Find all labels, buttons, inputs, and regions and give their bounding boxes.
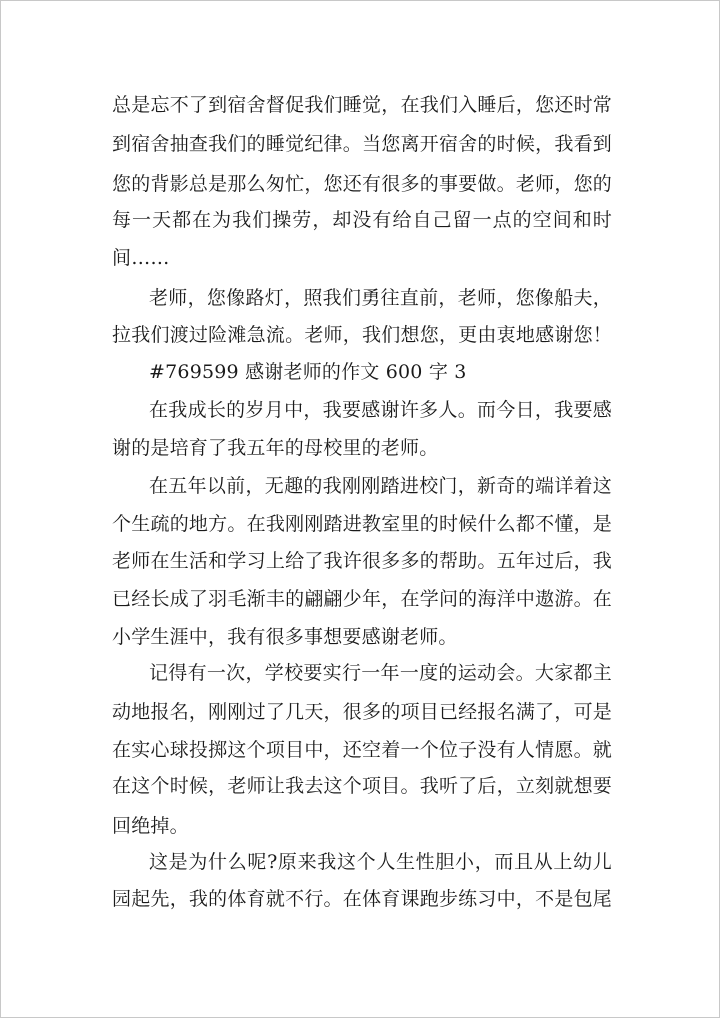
text-line: 小学生涯中，我有很多事想要感谢老师。 [112, 626, 458, 648]
text-line: 园起先，我的体育就不行。在体育课跑步练习中，不是包尾 [112, 888, 612, 910]
paragraph-first-line: 在五年以前，无趣的我刚刚踏进校门，新奇的端详着这 [149, 475, 612, 497]
text-line: 个生疏的地方。在我刚刚踏进教室里的时候什么都不懂，是 [112, 513, 612, 535]
paragraph-first-line: 老师，您像路灯，照我们勇往直前，老师，您像船夫， [149, 287, 612, 309]
text-line: 动地报名，刚刚过了几天，很多的项目已经报名满了，可是 [112, 701, 612, 723]
text-line: 老师在生活和学习上给了我许很多多的帮助。五年过后，我 [112, 550, 612, 572]
text-line: 您的背影总是那么匆忙，您还有很多的事要做。老师，您的 [112, 173, 612, 195]
paragraph-first-line: 记得有一次，学校要实行一年一度的运动会。大家都主 [149, 662, 612, 684]
text-line: 每一天都在为我们操劳，却没有给自己留一点的空间和时 [112, 209, 612, 231]
paragraph-first-line: 在我成长的岁月中，我要感谢许多人。而今日，我要感 [149, 399, 612, 421]
text-line: 谢的是培育了我五年的母校里的老师。 [112, 437, 439, 459]
text-line: 在实心球投掷这个项目中，还空着一个位子没有人情愿。就 [112, 739, 612, 761]
section-heading: #769599 感谢老师的作文 600 字 3 [149, 361, 467, 383]
text-line: 间…… [112, 247, 170, 269]
text-line: 总是忘不了到宿舍督促我们睡觉，在我们入睡后，您还时常 [112, 94, 612, 116]
text-line: 在这个时候，老师让我去这个项目。我听了后，立刻就想要 [112, 775, 612, 797]
text-line: 拉我们渡过险滩急流。老师，我们想您，更由衷地感谢您！ [112, 324, 612, 346]
text-line: 已经长成了羽毛渐丰的翩翩少年，在学问的海洋中遨游。在 [112, 588, 612, 610]
text-line: 到宿舍抽查我们的睡觉纪律。当您离开宿舍的时候，我看到 [112, 133, 612, 155]
text-line: 回绝掉。 [112, 815, 189, 837]
paragraph-first-line: 这是为什么呢?原来我这个人生性胆小，而且从上幼儿 [149, 851, 612, 873]
